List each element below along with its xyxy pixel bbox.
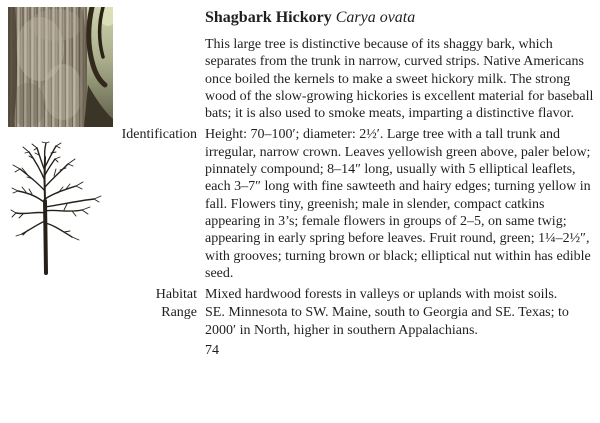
description-paragraph: This large tree is distinctive because of its shaggy bark, which separates from the trunk in narrow, curved strips. Native Americans once boiled the kernels to make a sweet hickory milk. The strong wood of the slow-growing hickories is excellent material for baseball bats; it is also used to smoke meats, imparting a distinctive flavor.	[205, 37, 594, 122]
range-label: Range	[161, 305, 197, 321]
habitat-label: Habitat	[155, 287, 197, 303]
title-row	[0, 8, 600, 28]
heading	[205, 8, 595, 28]
page-title: Shagbark Hickory	[205, 9, 332, 26]
identification-section	[0, 126, 600, 282]
range-section	[0, 304, 600, 339]
description-row	[0, 36, 600, 122]
habitat-section	[0, 286, 600, 303]
identification-text: Height: 70–100′; diameter: 2½′. Large tree with a tall trunk and irregular, narrow crown. Leaves yellowish green above, paler below; pinnately compound; 8–14″ long, usually with 5 elliptical leaflets, each 3–7″ long with fine sawteeth and hairy edges; turning yellow in fall. Flowers tiny, greenish; male in slender, compact catkins appearing in 3’s; female flowers in groups of 2–5, on same twig; appearing in early spring before leaves. Fruit round, green; 1¼–2½″, with grooves; turning brown or black; elliptical nut within has edible seed.	[205, 127, 591, 281]
range-text: SE. Minnesota to SW. Maine, south to Georgia and SE. Texas; to 2000′ in North, higher in southern Appalachians.	[205, 305, 569, 338]
page-number: 74	[205, 343, 219, 359]
page-number-row	[0, 342, 600, 359]
identification-label: Identification	[121, 127, 197, 143]
habitat-text: Mixed hardwood forests in valleys or uplands with moist soils.	[205, 287, 558, 303]
species-name: Carya ovata	[335, 9, 416, 26]
